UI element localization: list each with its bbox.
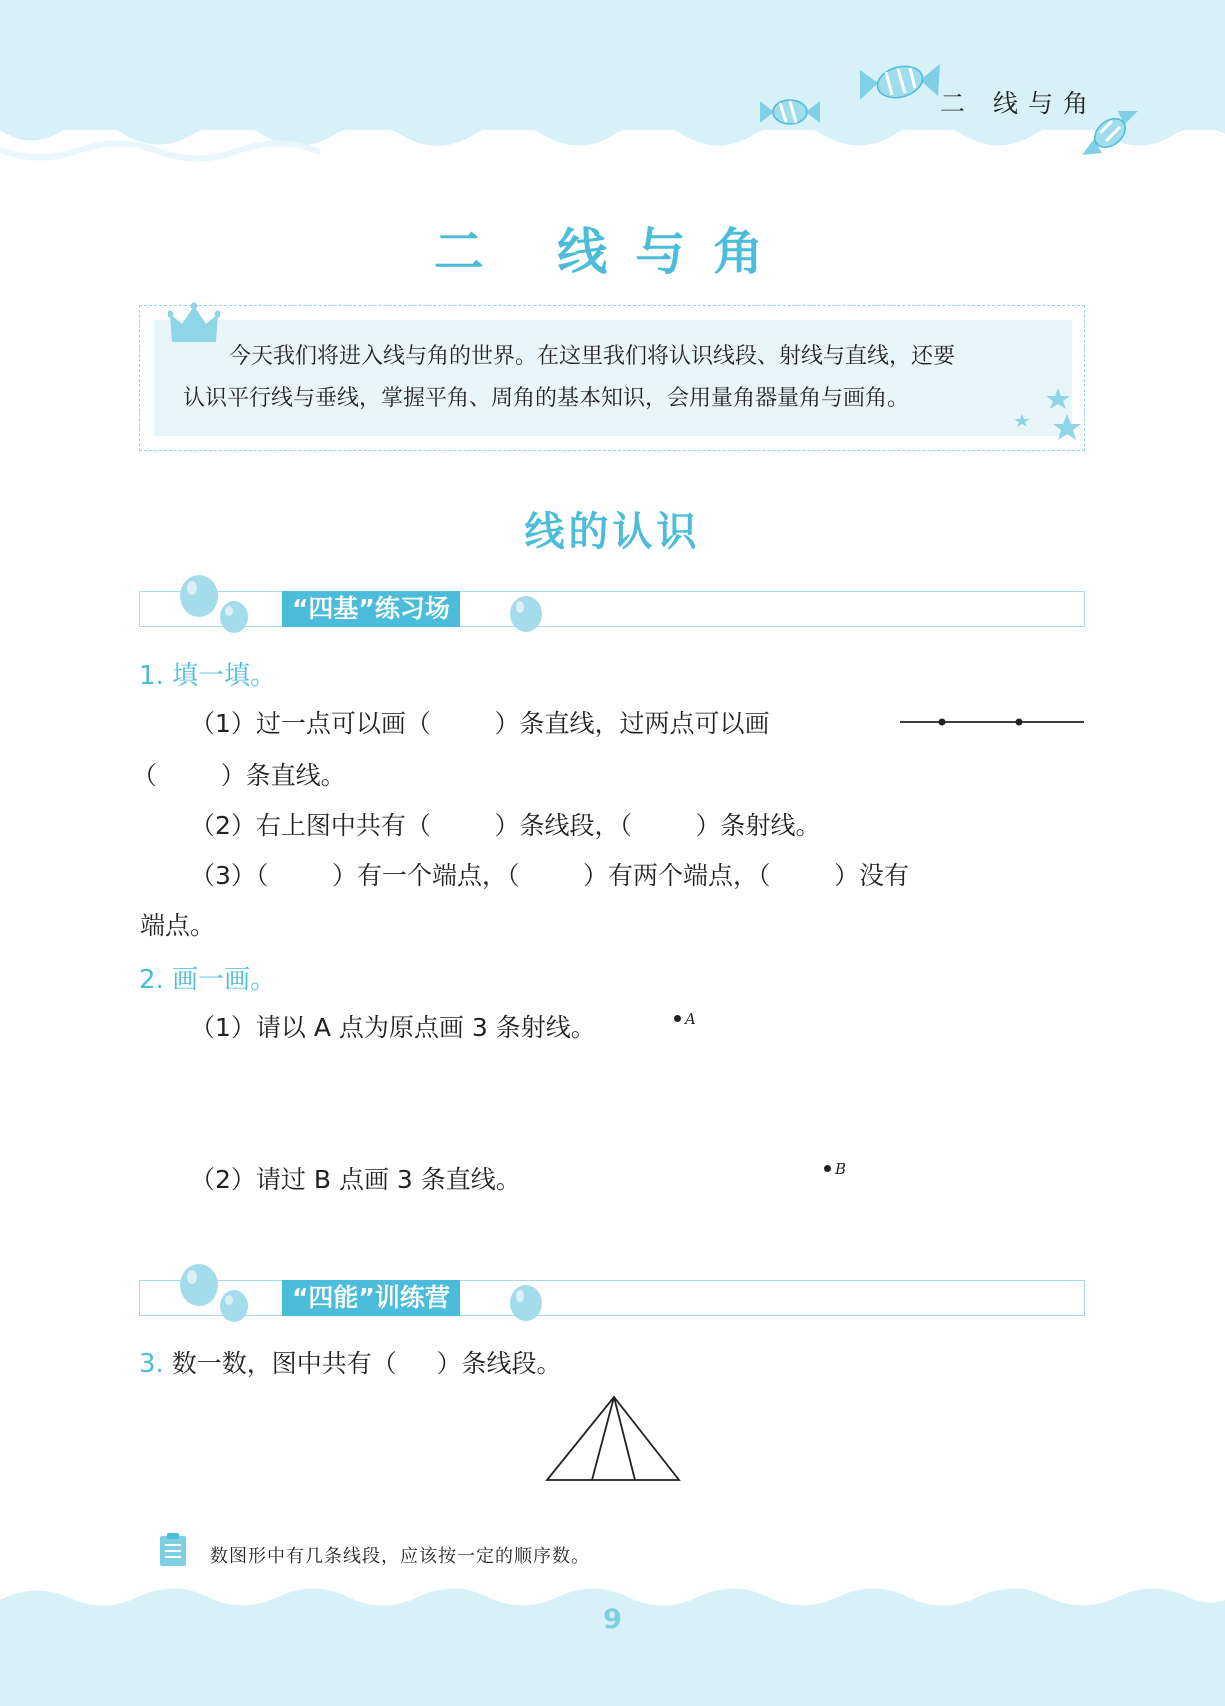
point-b-label: B [835, 1160, 847, 1178]
balloon-icon [508, 1284, 544, 1324]
question-1-heading: 1. 填一填。 [139, 661, 277, 691]
intro-line-1: 今天我们将进入线与角的世界。在这里我们将认识线段、射线与直线，还要 [229, 344, 956, 369]
star-icon [1012, 386, 1082, 442]
intro-text [183, 336, 1063, 420]
balloon-icon [178, 574, 262, 636]
banner-label: “四基”练习场 [282, 591, 460, 627]
notepad-icon [158, 1532, 188, 1568]
question-2-sub-2: （2）请过 B 点画 3 条直线。 [190, 1165, 521, 1194]
tip-text: 数图形中有几条线段，应该按一定的顺序数。 [210, 1546, 590, 1567]
question-1-sub-1-line-1: （1）过一点可以画（ ）条直线，过两点可以画 [190, 709, 770, 738]
candy-icon [760, 95, 820, 129]
running-head: 二 线与角 [940, 89, 1098, 118]
banner-label: “四能”训练营 [282, 1280, 460, 1316]
question-1-sub-3-line-2: 端点。 [140, 911, 216, 940]
intro-line-2: 认识平行线与垂线，掌握平角、周角的基本知识，会用量角器量角与画角。 [183, 386, 910, 411]
question-1-sub-2: （2）右上图中共有（ ）条线段，（ ）条射线。 [190, 811, 821, 840]
point-a-dot [674, 1015, 681, 1022]
question-1-sub-1-line-2: （ ）条直线。 [132, 761, 346, 790]
banner-bar [139, 1280, 1085, 1316]
question-3-text: 数一数，图中共有（ ）条线段。 [163, 1349, 562, 1378]
question-2-heading: 2. 画一画。 [139, 965, 277, 995]
chapter-title: 二 线与角 [433, 223, 792, 281]
balloon-icon [508, 595, 544, 635]
point-a-label: A [685, 1010, 696, 1028]
balloon-icon [178, 1263, 262, 1325]
page-number: 9 [603, 1604, 622, 1635]
triangle-figure [544, 1394, 682, 1482]
point-b-dot [824, 1165, 831, 1172]
line-figure [900, 712, 1084, 732]
question-3 [139, 1344, 562, 1380]
footer-cloud-band [0, 1580, 1225, 1706]
question-1-sub-3-line-1: （3）（ ）有一个端点，（ ）有两个端点，（ ）没有 [190, 861, 910, 890]
question-2-sub-1: （1）请以 A 点为原点画 3 条射线。 [190, 1013, 596, 1042]
banner-bar [139, 591, 1085, 627]
candy-icon [860, 60, 940, 106]
section-title: 线的认识 [524, 509, 701, 555]
question-3-number: 3. [139, 1349, 164, 1379]
